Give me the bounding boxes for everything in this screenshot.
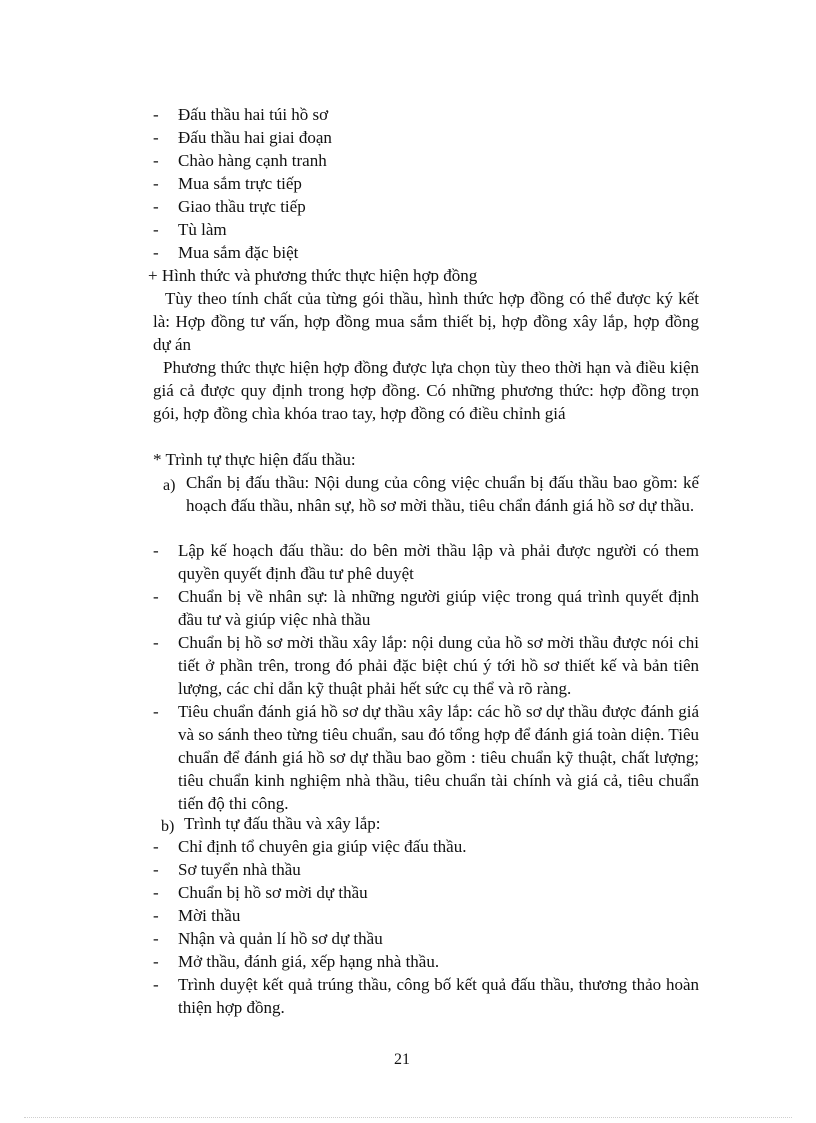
page-bottom-divider xyxy=(24,1117,792,1118)
paragraph-contract-methods: Phương thức thực hiện hợp đồng được lựa chọn tùy theo thời hạn và điều kiện giá cả được quy định trong hợp đồng. Có những phương thức: hợp đồng trọn gói, hợp đồng chìa khóa trao tay, hợp đồng có điều chỉnh giá xyxy=(153,358,699,423)
document-page: - Đấu thầu hai túi hồ sơ - Đấu thầu hai giai đoạn - Chào hàng cạnh tranh - Mua sắm trực tiếp - Giao thầu trực tiếp - Tù làm - Mua sắm đặc biệt + Hình thức và phương thức thực hiện hợp đồng Tùy theo tính chất của từng gói thầu, hình thức hợp đồng có thể được ký kết là: Hợp đồng tư vấn, hợp đồng mua sắm thiết bị, hợp đồng xây lắp, hợp đồng dự án Phương thức thực hiện hợp đồng được lựa chọn tùy theo thời hạn và điều kiện giá cả được quy định trong hợp đồng. Có những phương thức: hợp đồng trọn gói, hợp đồng chìa khóa trao tay, hợp đồng có điều chỉnh giá * Trình tự thực hiện đấu thầu: a) Chẩn bị đấu thầu: Nội dung của công việc chuẩn bị đấu thầu bao gồm: kế hoạch đấu thầu, nhân sự, hồ sơ mời thầu, tiêu chẩn đánh giá hồ sơ dự thầu. - Lập kế hoạch đấu thầu: do bên mời thầu lập và phải được người có them quyền quyết định đầu tư phê duyệt - Chuẩn bị về nhân sự: là những người giúp việc trong quá trình quyết định đầu tư và giúp việc nhà thầu - Chuẩn bị hồ sơ mời thầu xây lắp: nội dung của hồ sơ mời thầu được nói chi tiết ở phần trên, trong đó phải đặc biệt chú ý tới hồ sơ thiết kế và bản tiên lượng, các chỉ dẫn kỹ thuật phải hết sức cụ thể và rõ ràng. - Tiêu chuẩn đánh giá hồ sơ dự thầu xây lắp: các hồ sơ dự thầu được đánh giá và so sánh theo từng tiêu chuẩn, sau đó tổng hợp để đánh giá toàn diện. Tiêu chuẩn để đánh giá hồ sơ dự thầu bao gồm : tiêu chuẩn kỹ thuật, chất lượng; tiêu chuẩn kinh nghiệm nhà thầu, tiêu chuẩn tài chính và giá cả, tiêu chuẩn tiến độ thi công. b) Trình tự đấu thầu và xây lắp: - Chỉ định tổ chuyên gia giúp việc đấu thầu. - Sơ tuyển nhà thầu - Chuẩn bị hồ sơ mời dự thầu - Mời thầu - Nhận và quản lí hồ sơ dự thầu - Mở thầu, đánh giá, xếp hạng nhà thầu. - Trình duyệt kết quả trúng thầu, công bố kết quả đấu thầu, thương thảo hoàn thiện hợp đồng. 21 xyxy=(0,0,816,1123)
section-a-text: Chẩn bị đấu thầu: Nội dung của công việc chuẩn bị đấu thầu bao gồm: kế hoạch đấu thầu, nhân sự, hồ sơ mời thầu, tiêu chẩn đánh giá hồ sơ dự thầu. xyxy=(186,473,699,515)
page-number: 21 xyxy=(394,1051,410,1068)
list-item: Lập kế hoạch đấu thầu: do bên mời thầu lập và phải được người có them quyền quyết định đầu tư phê duyệt xyxy=(178,541,699,583)
paragraph-contract-forms: Tùy theo tính chất của từng gói thầu, hình thức hợp đồng có thể được ký kết là: Hợp đồng tư vấn, hợp đồng mua sắm thiết bị, hợp đồng xây lắp, hợp đồng dự án xyxy=(153,289,699,354)
dash-marker: - xyxy=(153,975,159,994)
dash-marker: - xyxy=(153,541,159,560)
list-item: Trình duyệt kết quả trúng thầu, công bố kết quả đấu thầu, thương thảo hoàn thiện hợp đồng. xyxy=(178,975,699,1017)
dash-marker: - xyxy=(153,702,159,721)
dash-marker: - xyxy=(153,633,159,652)
section-b-text: Trình tự đấu thầu và xây lắp: xyxy=(184,814,381,833)
list-item: Chuẩn bị về nhân sự: là những người giúp việc trong quá trình quyết định đầu tư và giúp việc nhà thầu xyxy=(178,587,699,629)
plus-heading: + Hình thức và phương thức thực hiện hợp đồng xyxy=(148,266,478,285)
section-a-marker: a) xyxy=(163,477,176,494)
dash-marker: - xyxy=(153,587,159,606)
list-item: Chuẩn bị hồ sơ mời thầu xây lắp: nội dung của hồ sơ mời thầu được nói chi tiết ở phần trên, trong đó phải đặc biệt chú ý tới hồ sơ thiết kế và bản tiên lượng, các chỉ dẫn kỹ thuật phải hết sức cụ thể và rõ ràng. xyxy=(178,633,699,698)
star-heading: * Trình tự thực hiện đấu thầu: xyxy=(153,450,356,469)
list-item: Tiêu chuẩn đánh giá hồ sơ dự thầu xây lắp: các hồ sơ dự thầu được đánh giá và so sánh theo từng tiêu chuẩn, sau đó tổng hợp để đánh giá toàn diện. Tiêu chuẩn để đánh giá hồ sơ dự thầu bao gồm : tiêu chuẩn kỹ thuật, chất lượng; tiêu chuẩn kinh nghiệm nhà thầu, tiêu chuẩn tài chính và giá cả, tiêu chuẩn tiến độ thi công. xyxy=(178,702,699,813)
section-b-marker: b) xyxy=(161,818,175,835)
